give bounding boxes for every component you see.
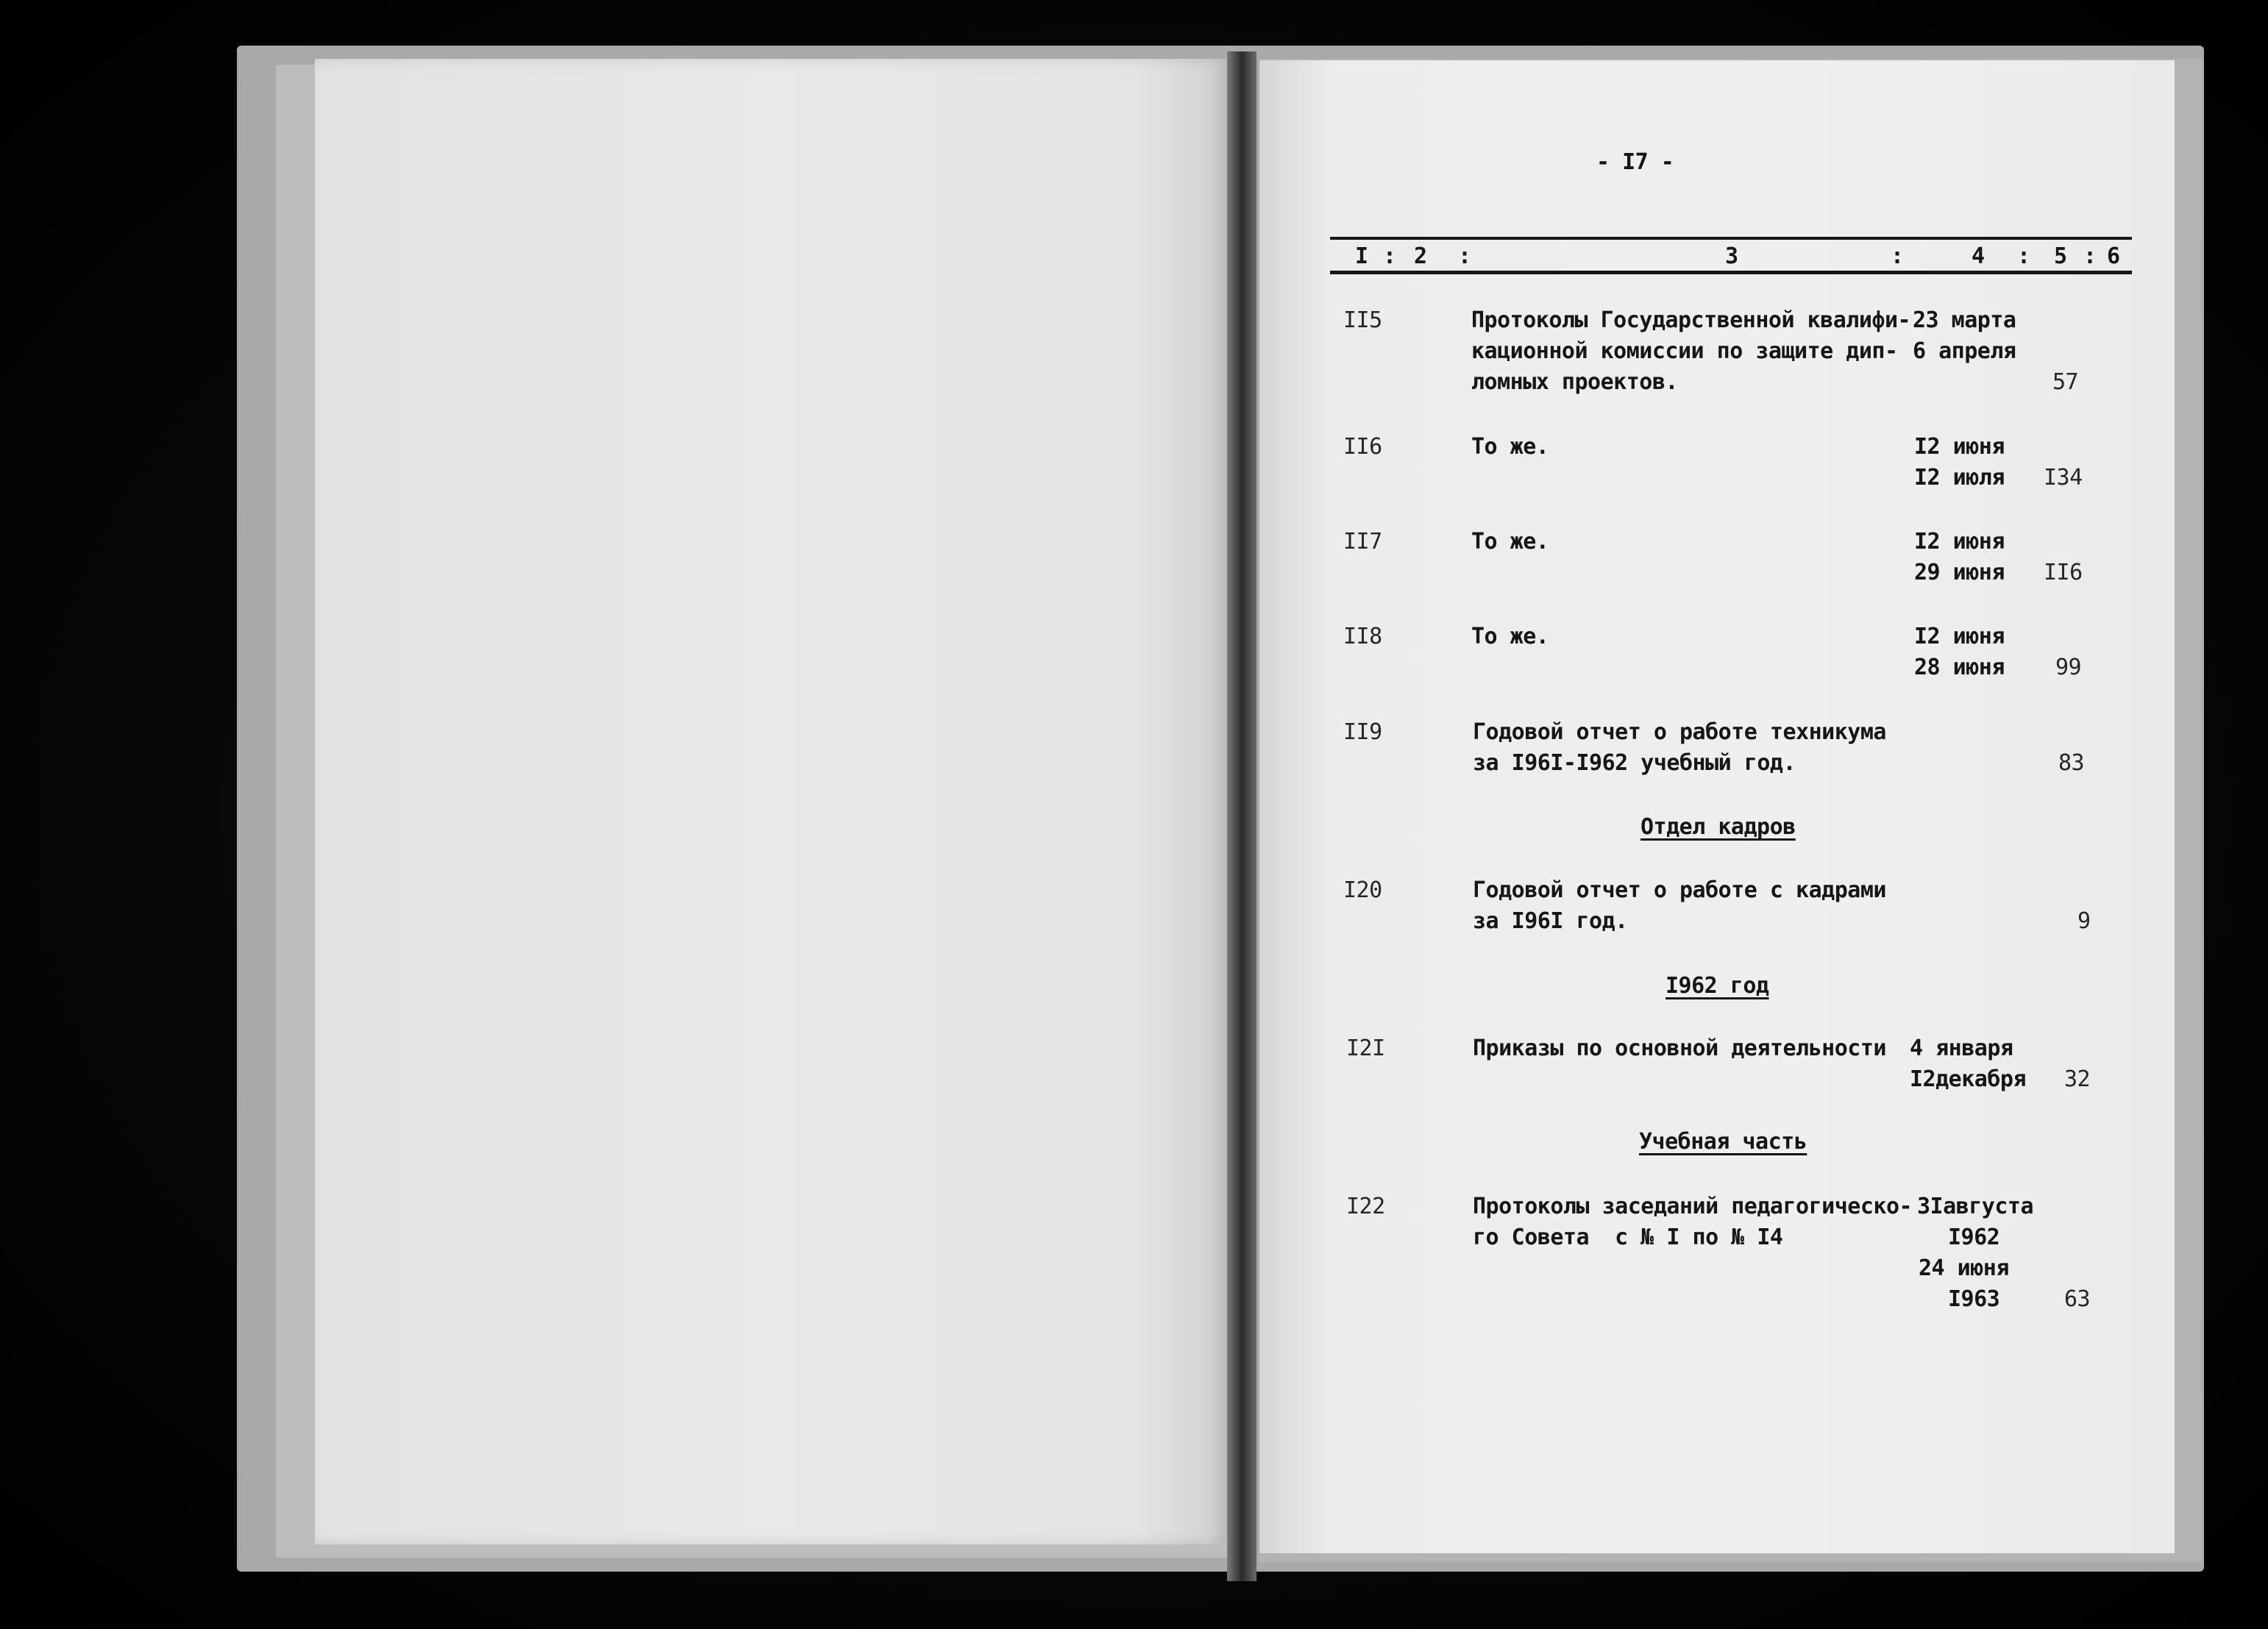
section-heading-year: I962 год — [1666, 973, 1769, 999]
entry-number: I20 — [1343, 877, 1382, 903]
entry-title-line: Годовой отчет о работе с кадрами — [1473, 877, 1886, 903]
entry-date-end: 24 июня — [1919, 1255, 2009, 1281]
entry-date-start: 4 января — [1910, 1035, 2013, 1061]
entry-number: I2I — [1346, 1035, 1385, 1061]
entry-date-end: 28 июня — [1914, 655, 2005, 680]
entry-title-line: То же. — [1471, 529, 1549, 555]
col-5: 5 — [2054, 243, 2067, 269]
col-3: 3 — [1725, 243, 1738, 269]
entry-date-start-year: I962 — [1948, 1225, 2000, 1250]
col-4: 4 — [1972, 243, 1985, 269]
page-number: - I7 - — [1596, 149, 1674, 175]
entry-title-line: То же. — [1471, 434, 1549, 460]
entry-pages: 9 — [2077, 908, 2091, 934]
section-heading-personnel: Отдел кадров — [1640, 814, 1796, 840]
col-sep-5: : — [2083, 243, 2097, 269]
entry-pages: 32 — [2064, 1066, 2091, 1092]
col-2: 2 — [1414, 243, 1427, 269]
entry-date-end: I2 июля — [1914, 465, 2005, 491]
entry-date-start: 23 марта — [1913, 307, 2016, 333]
entry-date-start: I2 июня — [1914, 434, 2005, 460]
right-page — [1259, 60, 2175, 1553]
entry-date-end: 29 июня — [1914, 560, 2005, 585]
entry-title-line: за I96I год. — [1473, 908, 1628, 934]
entry-date-end: 6 апреля — [1913, 338, 2016, 364]
entry-number: II9 — [1343, 719, 1382, 745]
entry-pages: 57 — [2052, 369, 2079, 395]
entry-date-end: I2декабря — [1910, 1066, 2027, 1092]
header-rule-top — [1330, 237, 2132, 240]
entry-number: II7 — [1343, 529, 1382, 555]
col-sep-3: : — [1891, 243, 1904, 269]
entry-title-line: Протоколы Государственной квалифи- — [1471, 307, 1911, 333]
entry-title-line: То же. — [1471, 624, 1549, 649]
entry-date-start: 3Iавгуста — [1917, 1194, 2034, 1219]
entry-date-start: I2 июня — [1914, 624, 2005, 649]
entry-pages: II6 — [2044, 560, 2083, 585]
col-sep-2: : — [1458, 243, 1471, 269]
col-sep-1: : — [1383, 243, 1396, 269]
entry-date-end-year: I963 — [1948, 1286, 2000, 1312]
entry-pages: I34 — [2044, 465, 2083, 491]
entry-number: I22 — [1346, 1194, 1385, 1219]
entry-title-line: го Совета с № I по № I4 — [1473, 1225, 1783, 1250]
col-6: 6 — [2107, 243, 2120, 269]
entry-title-line: за I96I-I962 учебный год. — [1473, 750, 1796, 776]
book-gutter — [1227, 51, 1256, 1581]
entry-title-line: Годовой отчет о работе техникума — [1473, 719, 1886, 745]
left-page-blank — [315, 59, 1227, 1544]
entry-pages: 63 — [2064, 1286, 2091, 1312]
entry-number: II5 — [1343, 307, 1382, 333]
entry-number: II6 — [1343, 434, 1382, 460]
col-1: I — [1355, 243, 1368, 269]
entry-date-start: I2 июня — [1914, 529, 2005, 555]
entry-pages: 99 — [2055, 655, 2082, 680]
entry-number: II8 — [1343, 624, 1382, 649]
entry-title-line: Протоколы заседаний педагогическо- — [1473, 1194, 1913, 1219]
entry-title-line: кационной комиссии по защите дип- — [1471, 338, 1898, 364]
col-sep-4: : — [2017, 243, 2030, 269]
section-heading-academic: Учебная часть — [1639, 1129, 1807, 1155]
entry-title-line: Приказы по основной деятельности — [1473, 1035, 1886, 1061]
entry-pages: 83 — [2058, 750, 2085, 776]
entry-title-line: ломных проектов. — [1471, 369, 1678, 395]
